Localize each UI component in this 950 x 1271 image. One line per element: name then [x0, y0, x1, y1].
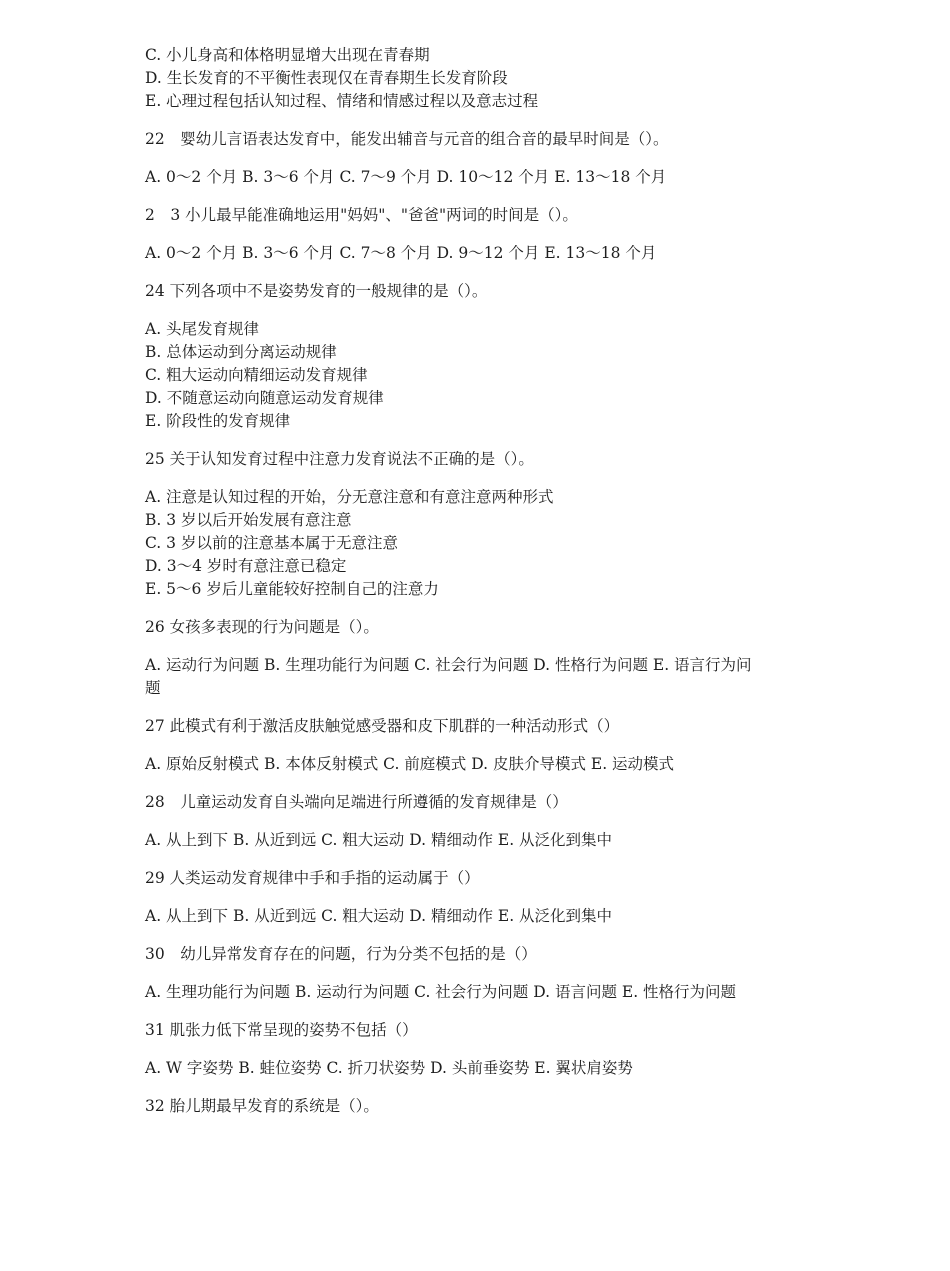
- question-28-stem: 28 儿童运动发育自头端向足端进行所遵循的发育规律是（）: [145, 793, 568, 811]
- question-29-stem: 29 人类运动发育规律中手和手指的运动属于（）: [145, 869, 480, 887]
- question-27-options: A. 原始反射模式 B. 本体反射模式 C. 前庭模式 D. 皮肤介导模式 E. 运动模式: [145, 755, 675, 773]
- option-d: D. 生长发育的不平衡性表现仅在青春期生长发育阶段: [145, 69, 508, 87]
- question-30-options: A. 生理功能行为问题 B. 运动行为问题 C. 社会行为问题 D. 语言问题 E. 性格行为问题: [145, 983, 737, 1001]
- option-b: B. 3 岁以后开始发展有意注意: [145, 511, 352, 529]
- option-e: E. 阶段性的发育规律: [145, 412, 291, 430]
- option-d: D. 3～4 岁时有意注意已稳定: [145, 557, 347, 575]
- option-c: C. 3 岁以前的注意基本属于无意注意: [145, 534, 398, 552]
- question-28-options: A. 从上到下 B. 从近到远 C. 粗大运动 D. 精细动作 E. 从泛化到集中: [145, 831, 613, 849]
- question-26-stem: 26 女孩多表现的行为问题是（）。: [145, 618, 379, 636]
- carryover-options: [145, 44, 805, 113]
- question-22-options: A. 0～2 个月 B. 3～6 个月 C. 7～9 个月 D. 10～12 个月 E. 13～18 个月: [145, 168, 667, 186]
- option-c: C. 小儿身高和体格明显增大出现在青春期: [145, 46, 430, 64]
- option-e: E. 心理过程包括认知过程、情绪和情感过程以及意志过程: [145, 92, 539, 110]
- question-24-options: [145, 318, 805, 433]
- option-a: A. 头尾发育规律: [145, 320, 260, 338]
- option-e: E. 5～6 岁后儿童能较好控制自己的注意力: [145, 580, 439, 598]
- document-page: [145, 44, 805, 1133]
- option-b: B. 总体运动到分离运动规律: [145, 343, 337, 361]
- question-32-stem: 32 胎儿期最早发育的系统是（）。: [145, 1097, 379, 1115]
- question-31-stem: 31 肌张力低下常呈现的姿势不包括（）: [145, 1021, 418, 1039]
- option-c: C. 粗大运动向精细运动发育规律: [145, 366, 368, 384]
- question-31-options: A. W 字姿势 B. 蛙位姿势 C. 折刀状姿势 D. 头前垂姿势 E. 翼状肩姿势: [145, 1059, 633, 1077]
- question-24-stem: 24 下列各项中不是姿势发育的一般规律的是（）。: [145, 282, 488, 300]
- question-29-options: A. 从上到下 B. 从近到远 C. 粗大运动 D. 精细动作 E. 从泛化到集中: [145, 907, 613, 925]
- options-line-2: 题: [145, 679, 161, 697]
- question-25-options: [145, 486, 805, 601]
- question-23-stem: 2 3 小儿最早能准确地运用"妈妈"、"爸爸"两词的时间是（）。: [145, 206, 578, 224]
- question-22-stem: 22 婴幼儿言语表达发育中，能发出辅音与元音的组合音的最早时间是（）。: [145, 130, 669, 148]
- question-26-options: [145, 654, 805, 700]
- question-23-options: A. 0～2 个月 B. 3～6 个月 C. 7～8 个月 D. 9～12 个月 E. 13～18 个月: [145, 244, 657, 262]
- options-line-1: A. 运动行为问题 B. 生理功能行为问题 C. 社会行为问题 D. 性格行为问题 E. 语言行为问: [145, 656, 752, 674]
- question-30-stem: 30 幼儿异常发育存在的问题，行为分类不包括的是（）: [145, 945, 537, 963]
- question-25-stem: 25 关于认知发育过程中注意力发育说法不正确的是（）。: [145, 450, 534, 468]
- question-27-stem: 27 此模式有利于激活皮肤触觉感受器和皮下肌群的一种活动形式（）: [145, 717, 620, 735]
- option-d: D. 不随意运动向随意运动发育规律: [145, 389, 384, 407]
- option-a: A. 注意是认知过程的开始，分无意注意和有意注意两种形式: [145, 488, 554, 506]
